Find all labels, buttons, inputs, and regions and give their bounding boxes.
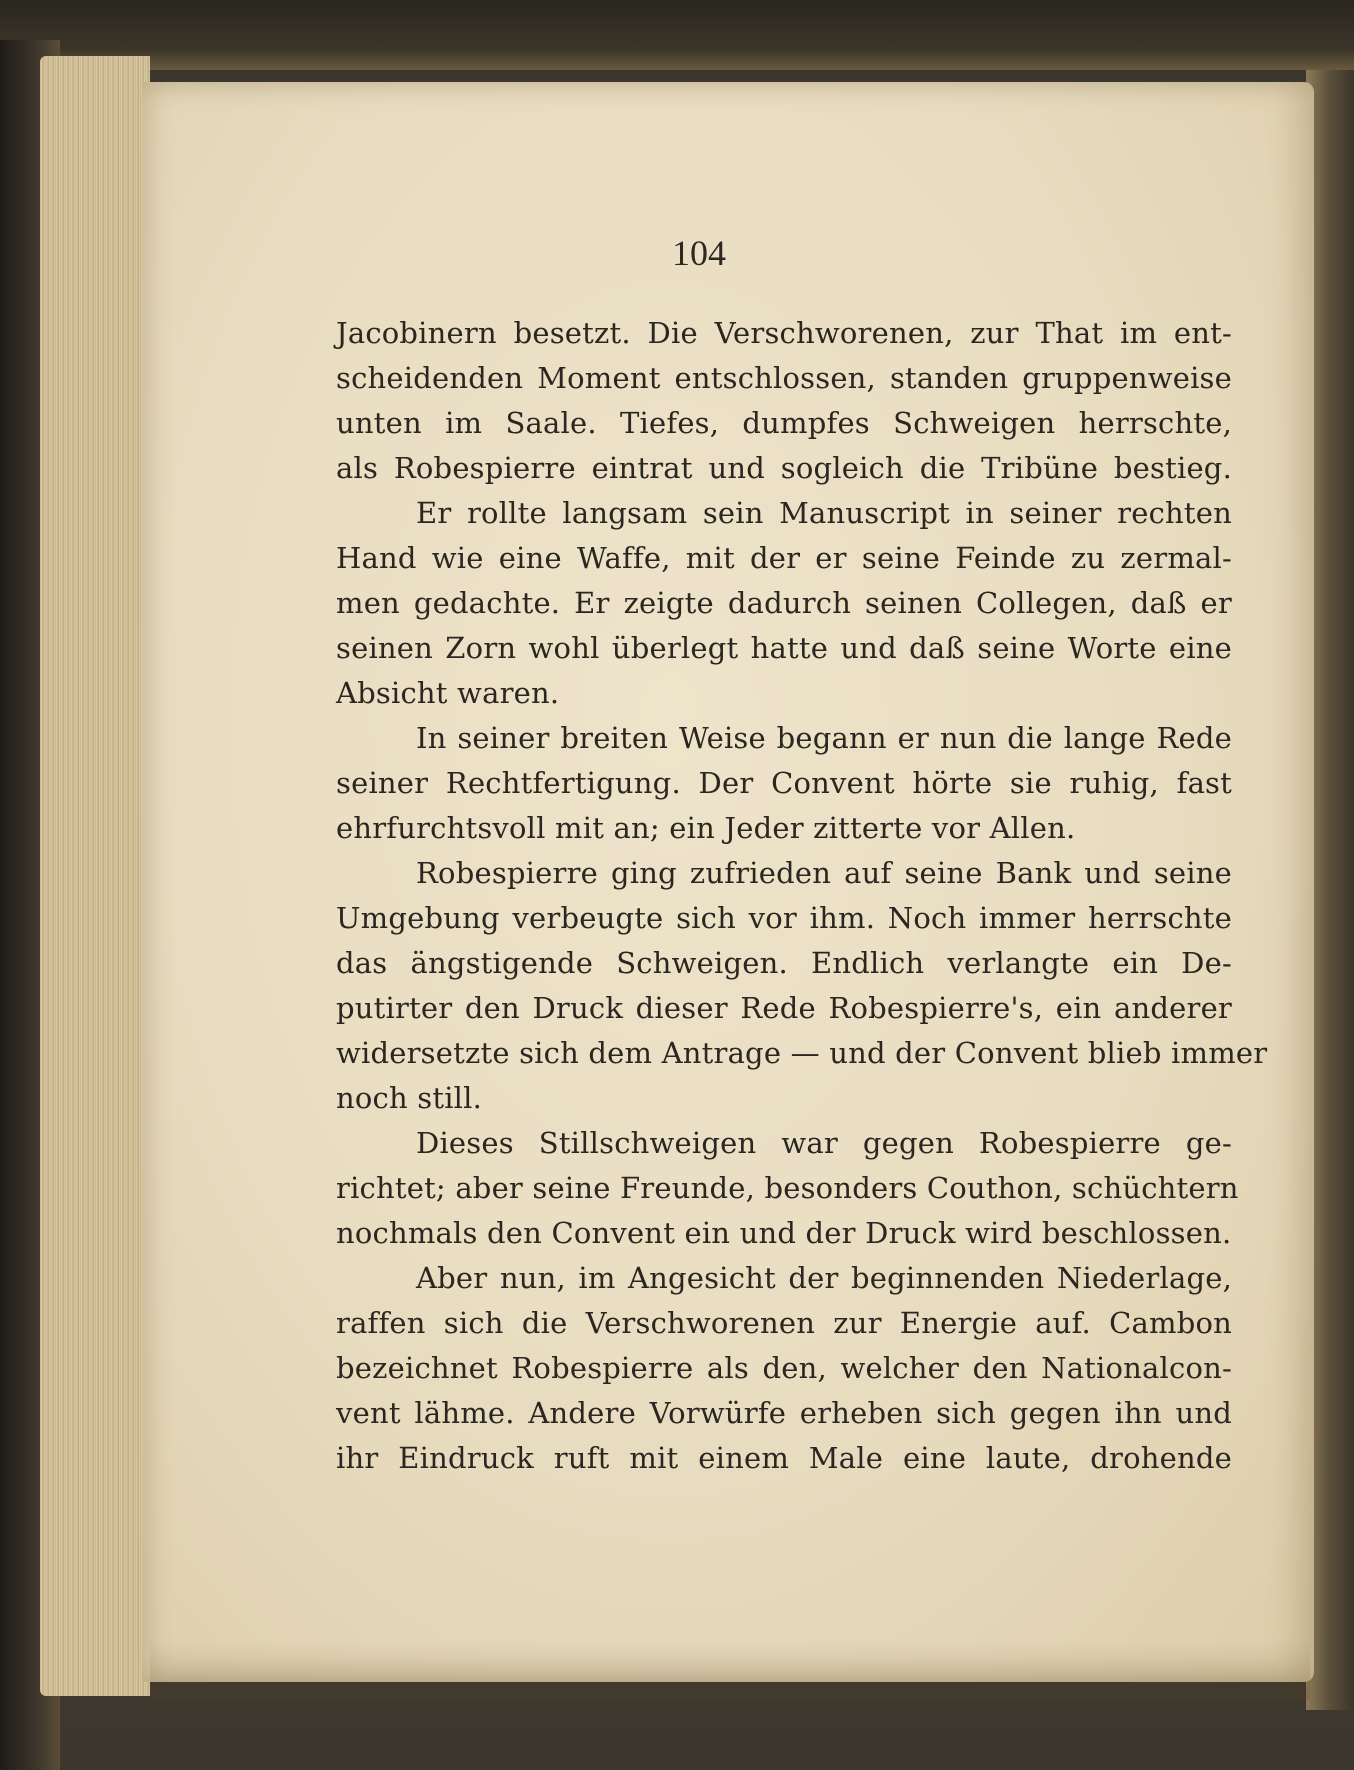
text-line: als Robespierre eintrat und sogleich die Tribüne bestieg. — [336, 451, 1232, 485]
text-line: Robespierre ging zufrieden auf seine Bank und seine — [416, 856, 1232, 890]
text-line: unten im Saale. Tiefes, dumpfes Schweigen herrschte, — [336, 406, 1232, 440]
text-line: seinen Zorn wohl überlegt hatte und daß seine Worte eine — [336, 631, 1232, 665]
text-line: ehrfurchtsvoll mit an; ein Jeder zitterte vor Allen. — [336, 811, 1076, 845]
text-line: Absicht waren. — [336, 676, 560, 710]
text-line: vent lähme. Andere Vorwürfe erheben sich gegen ihn und — [336, 1396, 1232, 1430]
text-line: ihr Eindruck ruft mit einem Male eine laute, drohende — [336, 1441, 1232, 1475]
body-text — [336, 311, 1268, 1481]
text-line: noch still. — [336, 1081, 483, 1115]
book-cover-top — [0, 0, 1354, 70]
text-line: men gedachte. Er zeigte dadurch seinen Collegen, daß er — [336, 586, 1232, 620]
text-line: Jacobinern besetzt. Die Verschworenen, zur That im ent- — [336, 316, 1232, 350]
text-line: nochmals den Convent ein und der Druck wird beschlossen. — [336, 1216, 1232, 1250]
text-line: Aber nun, im Angesicht der beginnenden Niederlage, — [416, 1261, 1232, 1295]
page-number: 104 — [672, 233, 726, 273]
text-line: Dieses Stillschweigen war gegen Robespierre ge- — [416, 1126, 1232, 1160]
text-line: seiner Rechtfertigung. Der Convent hörte sie ruhig, fast — [336, 766, 1232, 800]
text-line: Er rollte langsam sein Manuscript in seiner rechten — [416, 496, 1232, 530]
text-line: Umgebung verbeugte sich vor ihm. Noch immer herrschte — [336, 901, 1232, 935]
text-line: Hand wie eine Waffe, mit der er seine Feinde zu zermal- — [336, 541, 1232, 575]
page-shade — [150, 1640, 1310, 1700]
text-line: putirter den Druck dieser Rede Robespierre's, ein anderer — [336, 991, 1232, 1025]
text-line: scheidenden Moment entschlossen, standen gruppenweise — [336, 361, 1232, 395]
text-line: raffen sich die Verschworenen zur Energie auf. Cambon — [336, 1306, 1232, 1340]
page-edges — [40, 56, 150, 1696]
text-line: richtet; aber seine Freunde, besonders Couthon, schüchtern — [336, 1171, 1239, 1205]
text-line: das ängstigende Schweigen. Endlich verlangte ein De- — [336, 946, 1232, 980]
text-line: In seiner breiten Weise begann er nun die lange Rede — [416, 721, 1232, 755]
text-line: bezeichnet Robespierre als den, welcher den Nationalcon- — [336, 1351, 1232, 1385]
text-line: widersetzte sich dem Antrage — und der Convent blieb immer — [336, 1036, 1268, 1070]
